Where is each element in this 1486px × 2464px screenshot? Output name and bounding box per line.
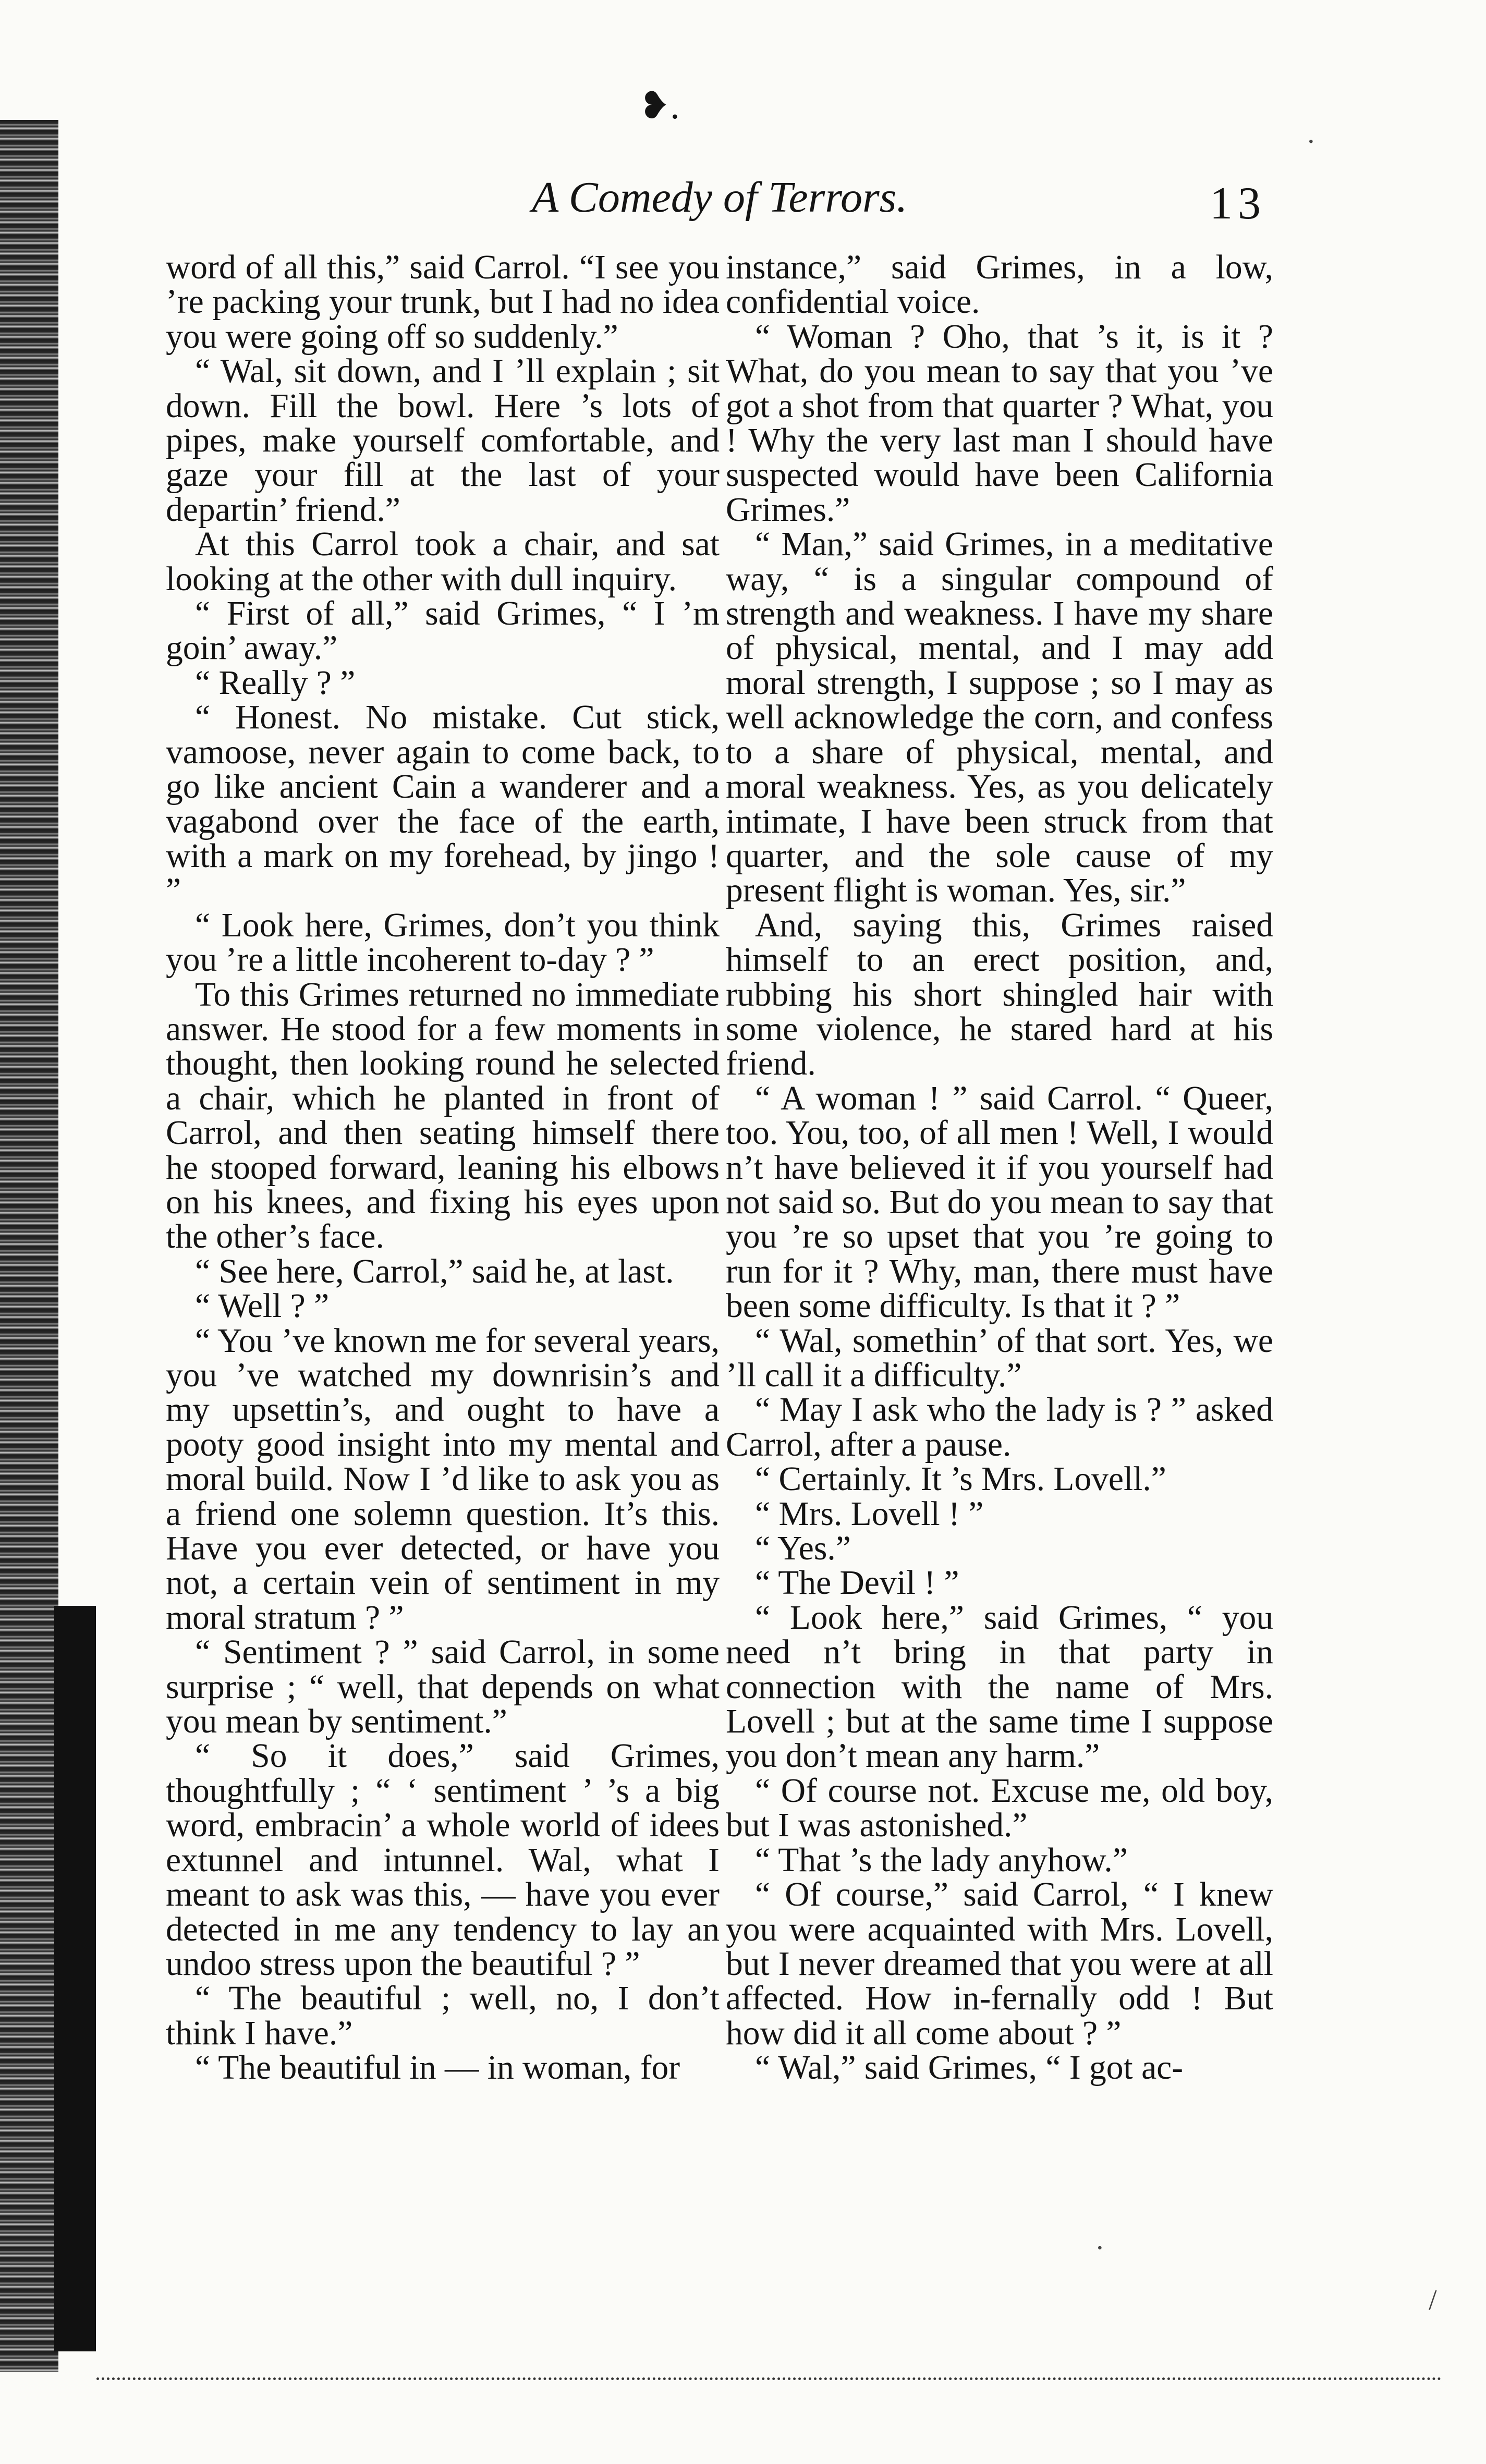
top-mark: ❥. xyxy=(639,85,680,127)
ink-speck: · xyxy=(1306,126,1316,158)
paragraph: “ Wal, sit down, and I ’ll explain ; sit down. Fill the bowl. Here ’s lots of pipes, make yourself comfortable, and gaze your fill at the last of your departin’ friend.” xyxy=(166,352,720,529)
footer-dotted-rule xyxy=(96,2377,1442,2380)
paragraph: “ Sentiment ? ” said Carrol, in some surprise ; “ well, that depends on what you mean by sentiment.” xyxy=(166,1633,720,1741)
page-number: 13 xyxy=(1210,178,1266,229)
paragraph: “ May I ask who the lady is ? ” asked Carrol, after a pause. xyxy=(726,1391,1273,1463)
paragraph: “ Wal, somethin’ of that sort. Yes, we ’ll call it a difficulty.” xyxy=(726,1322,1273,1394)
paragraph: word of all this,” said Carrol. “I see you ’re packing your trunk, but I had no idea you were going off so suddenly.” xyxy=(166,249,720,356)
ink-speck: · xyxy=(1095,2232,1105,2264)
paragraph: “ Mrs. Lovell ! ” xyxy=(755,1495,984,1533)
book-binding-edge xyxy=(0,120,58,2372)
paragraph: “ The beautiful ; well, no, I don’t think I have.” xyxy=(166,1980,720,2052)
paragraph: “ The beautiful in — in woman, for xyxy=(195,2049,680,2087)
paragraph: “ You ’ve known me for several years, you ’ve watched my downrisin’s and my upsettin’s, and ought to have a pooty good insight into my mental and moral build. Now I ’d like to ask you as a friend one solemn question. It’s this. Have you ever detected, or have you not, a certain vein of sentiment in my moral stratum ? ” xyxy=(166,1322,720,1637)
paragraph: instance,” said Grimes, in a low, confidential voice. xyxy=(726,249,1273,321)
left-column xyxy=(166,250,720,2085)
paragraph: “ Of course,” said Carrol, “ I knew you were acquainted with Mrs. Lovell, but I never dreamed that you were at all affected. How in-fernally odd ! But how did it all come about ? ” xyxy=(726,1876,1273,2052)
paragraph: “ Certainly. It ’s Mrs. Lovell.” xyxy=(755,1460,1166,1498)
paragraph: “ First of all,” said Grimes, “ I ’m goin’ away.” xyxy=(166,595,720,667)
paragraph: “ Honest. No mistake. Cut stick, vamoose, never again to come back, to go like ancient Cain a wanderer and a vagabond over the face of the earth, with a mark on my forehead, by jingo ! ” xyxy=(166,699,720,910)
paragraph: “ Look here,” said Grimes, “ you need n’t bring in that party in connection with the name of Mrs. Lovell ; but at the same time I suppose you don’t mean any harm.” xyxy=(726,1599,1273,1775)
paragraph: “ Yes.” xyxy=(755,1530,851,1568)
running-head: A Comedy of Terrors. xyxy=(532,173,908,222)
ink-speck: / xyxy=(1429,2284,1437,2316)
paragraph: “ Of course not. Excuse me, old boy, but I was astonished.” xyxy=(726,1772,1273,1845)
paragraph: “ That ’s the lady anyhow.” xyxy=(755,1841,1128,1879)
paragraph: “ A woman ! ” said Carrol. “ Queer, too. You, too, of all men ! Well, I would n’t have believed it if you yourself had not said so. But do you mean to say that you ’re so upset that you ’re going to run for it ? Why, man, there must have been some difficulty. Is that it ? ” xyxy=(726,1079,1273,1325)
paragraph: “ Woman ? Oho, that ’s it, is it ? What, do you mean to say that you ’ve got a shot from that quarter ? What, you ! Why the very last man I should have suspected would have been California Grimes.” xyxy=(726,318,1273,529)
paragraph: And, saying this, Grimes raised himself to an erect position, and, rubbing his short shingled hair with some violence, he stared hard at his friend. xyxy=(726,906,1273,1083)
right-column xyxy=(726,250,1273,2085)
paragraph: At this Carrol took a chair, and sat looking at the other with dull inquiry. xyxy=(166,526,720,598)
binding-shadow xyxy=(54,1606,96,2351)
paragraph: “ So it does,” said Grimes, thoughtfully ; “ ‘ sentiment ’ ’s a big word, embracin’ a whole world of idees extunnel and intunnel. Wal, what I meant to ask was this, — have you ever detected in me any tendency to lay an undoo stress upon the beautiful ? ” xyxy=(166,1737,720,1983)
paragraph: “ The Devil ! ” xyxy=(755,1564,959,1602)
paragraph: “ Well ? ” xyxy=(195,1287,330,1325)
paragraph: To this Grimes returned no immediate answer. He stood for a few moments in thought, then looking round he selected a chair, which he planted in front of Carrol, and then seating himself there he stooped forward, leaning his elbows on his knees, and fixing his eyes upon the other’s face. xyxy=(166,975,720,1256)
paragraph: “ See here, Carrol,” said he, at last. xyxy=(195,1252,674,1290)
paragraph: “ Man,” said Grimes, in a meditative way, “ is a singular compound of strength and weakness. I have my share of physical, mental, and I may add moral strength, I suppose ; so I may as well acknowledge the corn, and confess to a share of physical, mental, and moral weakness. Yes, as you delicately intimate, I have been struck from that quarter, and the sole cause of my present flight is woman. Yes, sir.” xyxy=(726,526,1273,910)
paragraph: “ Wal,” said Grimes, “ I got ac- xyxy=(755,2049,1184,2087)
paragraph: “ Really ? ” xyxy=(195,664,356,702)
paragraph: “ Look here, Grimes, don’t you think you ’re a little incoherent to-day ? ” xyxy=(166,906,720,979)
